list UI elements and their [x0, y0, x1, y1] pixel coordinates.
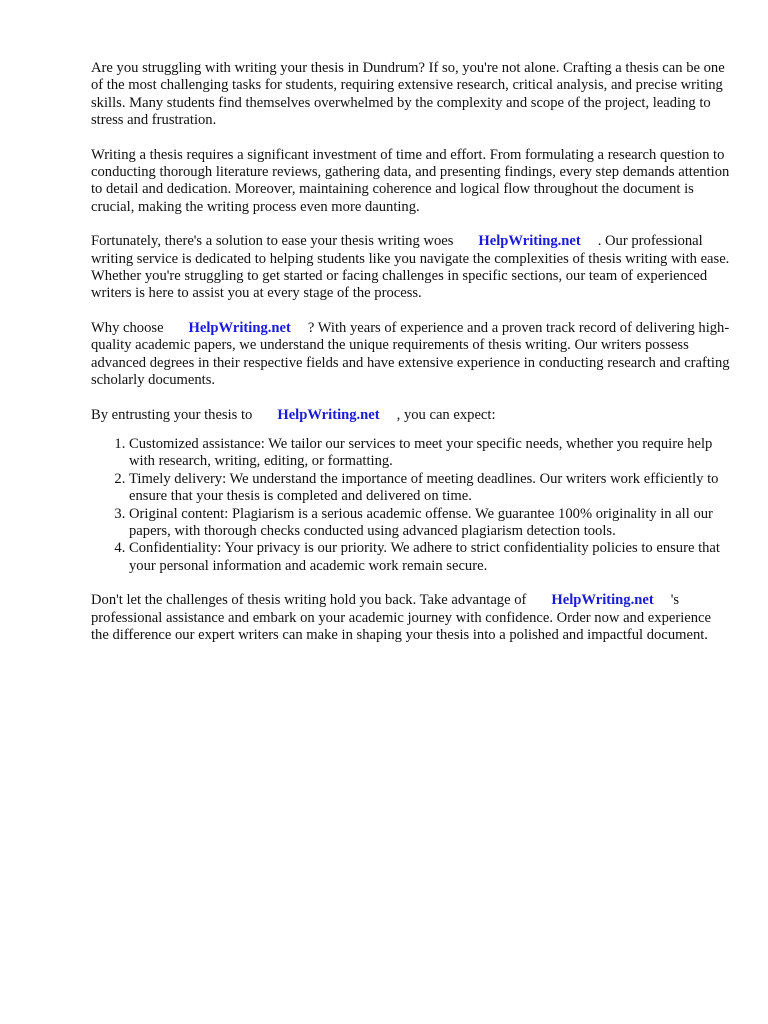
list-item: 1. Customized assistance: We tailor our services to meet your specific needs, whether you require help with research, writing, editing, or formatting. [129, 436, 731, 471]
expect-text-before: By entrusting your thesis to [91, 406, 253, 423]
why-choose-text-after: ? With years of experience and a proven track record of delivering high-quality academic papers, we understand the unique requirements of thesis writing. Our writers possess advanced degrees in their respective fields and have extensive experience in conducting research and crafting scholarly documents. [91, 319, 730, 389]
solution-text-after: . Our professional writing service is dedicated to helping students like you navigate the complexities of thesis writing with ease. Whether you're struggling to get started or facing challenges in specific sections, our team of experienced writers is here to assist you at every stage of the process. [91, 233, 730, 302]
list-item: 4. Confidentiality: Your privacy is our priority. We adhere to strict confidentiality policies to ensure that your personal information and academic work remain secure. [129, 540, 731, 575]
why-choose-paragraph [91, 320, 731, 390]
intro-paragraph: Are you struggling with writing your thesis in Dundrum? If so, you're not alone. Crafting a thesis can be one of the most challenging tasks for students, requiring extensive research, critical analysis, and precise writing skills. Many students find themselves overwhelmed by the complexity and scope of the project, leading to stress and frustration. [91, 60, 725, 129]
list-item: 2. Timely delivery: We understand the importance of meeting deadlines. Our writers work efficiently to ensure that your thesis is completed and delivered on time. [129, 471, 731, 506]
helpwriting-link-1[interactable]: HelpWriting.net [478, 233, 581, 250]
helpwriting-link-3[interactable]: HelpWriting.net [277, 406, 380, 423]
closing-text-after: 's professional assistance and embark on your academic journey with confidence. Order now and experience the difference our expert writers can make in shaping your thesis into a polished and impactful document. [91, 592, 711, 643]
expect-paragraph [91, 407, 731, 424]
closing-text-before: Don't let the challenges of thesis writing hold you back. Take advantage of [91, 592, 527, 609]
solution-text-before: Fortunately, there's a solution to ease your thesis writing woes [91, 233, 454, 250]
helpwriting-link-2[interactable]: HelpWriting.net [188, 319, 291, 336]
document-page [91, 60, 731, 661]
solution-paragraph [91, 233, 731, 303]
effort-paragraph: Writing a thesis requires a significant investment of time and effort. From formulating a research question to conducting thorough literature reviews, gathering data, and presenting findings, every step demands attention to detail and dedication. Moreover, maintaining coherence and logical flow throughout the document is crucial, making the writing process even more daunting. [91, 146, 730, 215]
expect-text-after: , you can expect: [396, 406, 496, 423]
helpwriting-link-4[interactable]: HelpWriting.net [551, 592, 654, 609]
closing-paragraph [91, 592, 731, 644]
benefits-list [91, 436, 731, 575]
why-choose-text-before: Why choose [91, 319, 164, 336]
list-item: 3. Original content: Plagiarism is a serious academic offense. We guarantee 100% originality in all our papers, with thorough checks conducted using advanced plagiarism detection tools. [129, 506, 731, 541]
